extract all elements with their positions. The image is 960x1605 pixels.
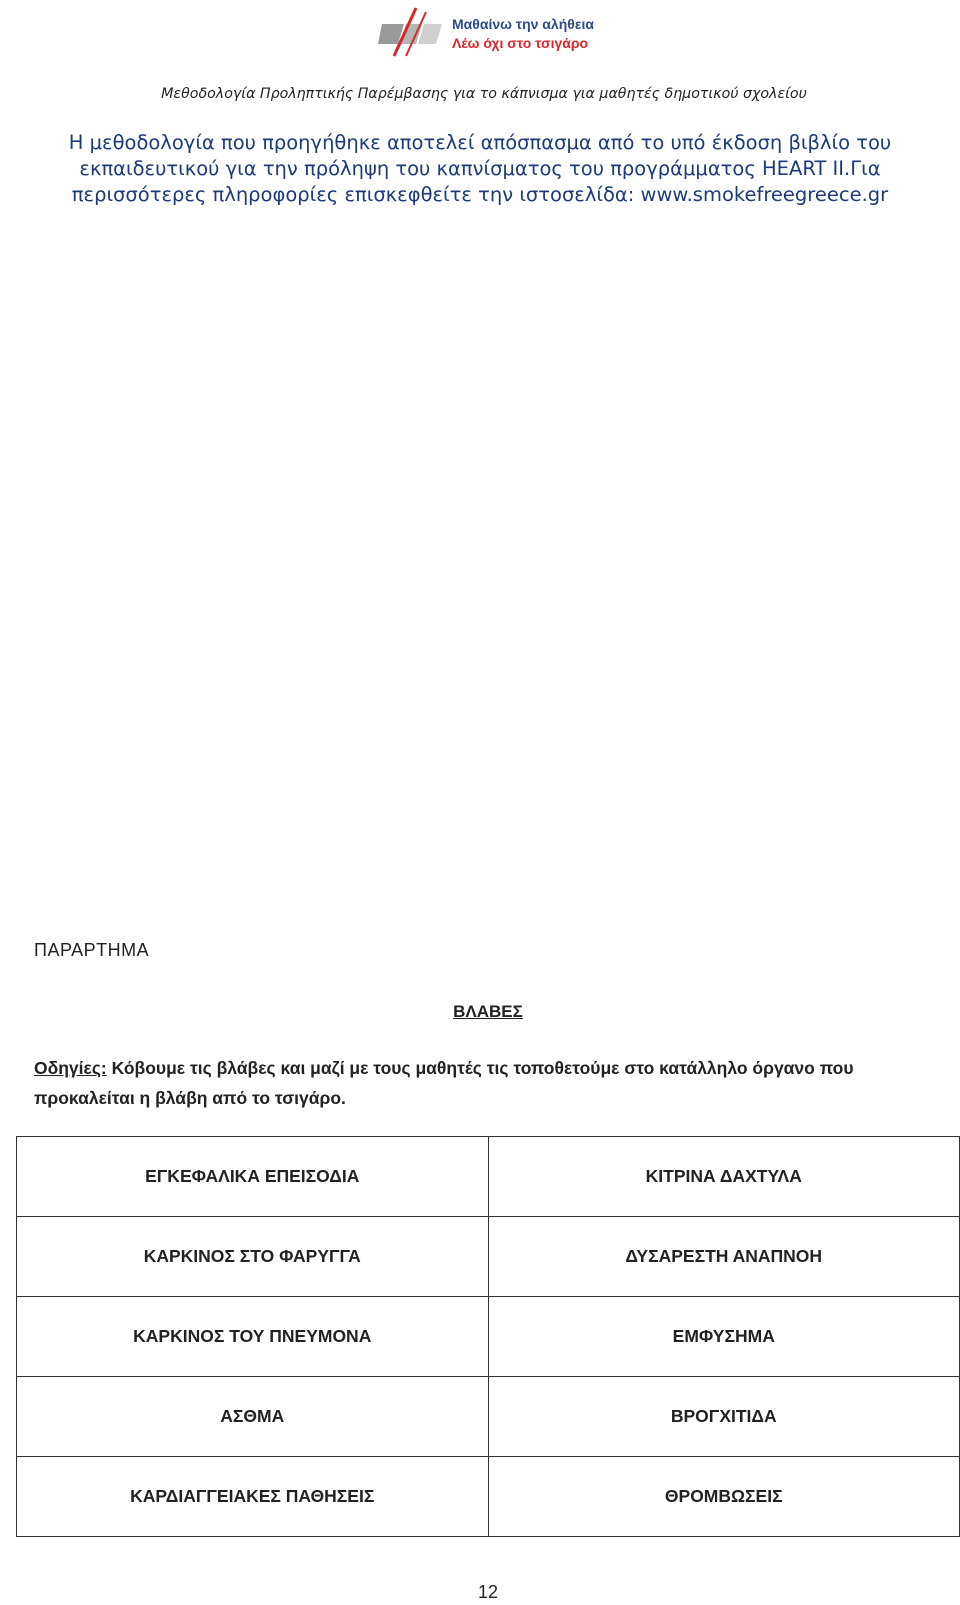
logo-line-1: Μαθαίνω την αλήθεια [452, 16, 594, 32]
section-title: ΒΛΑΒΕΣ [453, 1002, 523, 1021]
harm-cell: ΘΡΟΜΒΩΣΕΙΣ [488, 1457, 960, 1537]
harm-cell: ΑΣΘΜΑ [17, 1377, 489, 1457]
harm-cell: ΒΡΟΓΧΙΤΙΔΑ [488, 1377, 960, 1457]
table-row [17, 1297, 960, 1377]
harm-cell: ΚΑΡΚΙΝΟΣ ΤΟΥ ΠΝΕΥΜΟΝΑ [17, 1297, 489, 1377]
logo-line-2: Λέω όχι στο τσιγάρο [452, 35, 589, 51]
instructions-text: Κόβουμε τις βλάβες και μαζί με τους μαθητές τις τοποθετούμε στο κατάλληλο όργανο που προκαλείται η βλάβη από το τσιγάρο. [34, 1058, 854, 1108]
table-row [17, 1377, 960, 1457]
harm-cell: ΚΑΡΚΙΝΟΣ ΣΤΟ ΦΑΡΥΓΓΑ [17, 1217, 489, 1297]
annex-label: ΠΑΡΑΡΤΗΜΑ [34, 940, 150, 960]
page-number: 12 [477, 1582, 499, 1602]
intro-paragraph [4, 130, 956, 208]
instructions-label: Οδηγίες: [34, 1058, 107, 1078]
table-row [17, 1457, 960, 1537]
harm-cell: ΚΙΤΡΙΝΑ ΔΑΧΤΥΛΑ [488, 1137, 960, 1217]
harm-cell: ΔΥΣΑΡΕΣΤΗ ΑΝΑΠΝΟΗ [488, 1217, 960, 1297]
harm-cell: ΚΑΡΔΙΑΓΓΕΙΑΚΕΣ ΠΑΘΗΣΕΙΣ [17, 1457, 489, 1537]
table-row [17, 1217, 960, 1297]
logo [378, 6, 608, 58]
harm-cell: ΕΜΦΥΣΗΜΑ [488, 1297, 960, 1377]
intro-line: εκπαιδευτικού για την πρόληψη του καπνίσματος του προγράμματος HEART II.Για [79, 157, 881, 180]
intro-line: Η μεθοδολογία που προηγήθηκε αποτελεί απόσπασμα από το υπό έκδοση βιβλίο του [68, 131, 892, 154]
instructions [34, 1053, 939, 1113]
page-header: Μεθοδολογία Προληπτικής Παρέμβασης για το κάπνισμα για μαθητές δημοτικού σχολείου [161, 86, 807, 102]
harms-table [16, 1136, 960, 1537]
logo-graphic-icon [378, 6, 450, 58]
intro-line: περισσότερες πληροφορίες επισκεφθείτε την ιστοσελίδα: www.smokefreegreece.gr [71, 183, 889, 206]
harm-cell: ΕΓΚΕΦΑΛΙΚΑ ΕΠΕΙΣΟΔΙΑ [17, 1137, 489, 1217]
table-row [17, 1137, 960, 1217]
